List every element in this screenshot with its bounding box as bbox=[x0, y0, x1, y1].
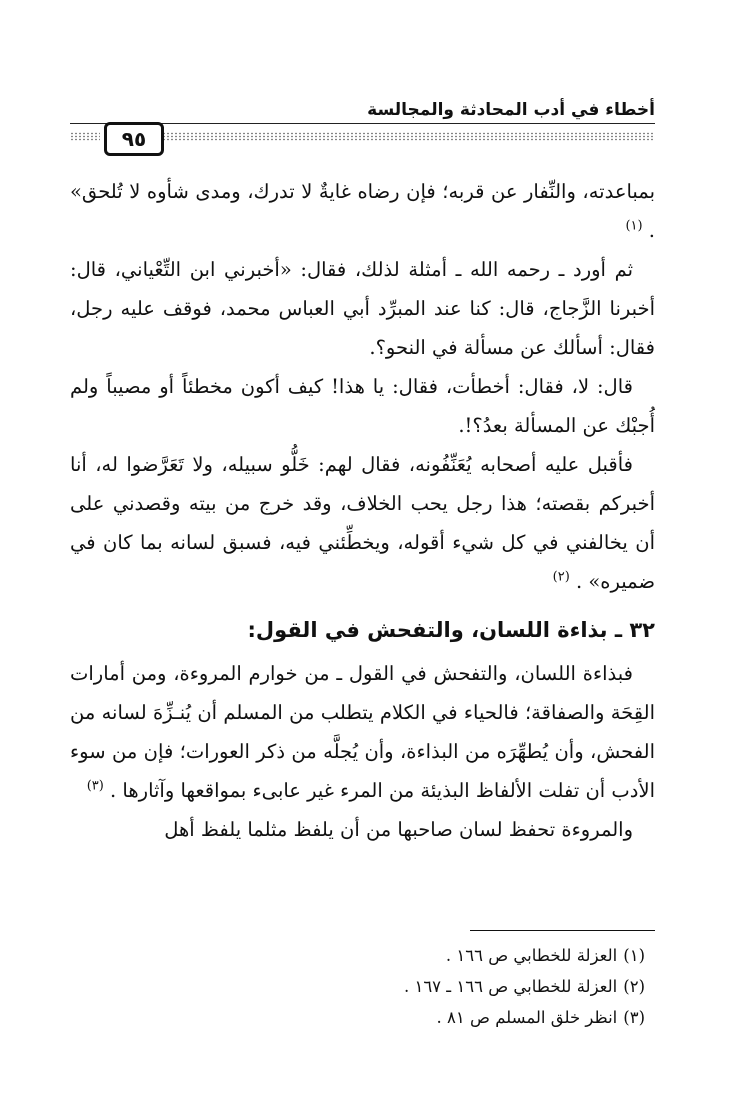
header-dotted-band bbox=[162, 132, 655, 141]
header-rule bbox=[70, 120, 655, 154]
footnote-ref-3: (٣) bbox=[86, 778, 104, 794]
footnote-text: انظر خلق المسلم ص ٨١ . bbox=[436, 1008, 618, 1027]
paragraph-3: قال: لا، فقال: أخطأت، فقال: يا هذا! كيف أكون مخطئاً أو مصيباً ولم أُجبْك عن المسألة بعدُ؟!. bbox=[70, 375, 655, 437]
paragraph-1-text: بمباعدته، والنِّفار عن قربه؛ فإن رضاه غايةٌ لا تدرك، ومدى شأوه لا تُلحق» . bbox=[70, 180, 655, 242]
page-number: ٩٥ bbox=[104, 122, 164, 156]
paragraph-4 bbox=[70, 445, 655, 601]
paragraph-1 bbox=[70, 172, 655, 250]
footnote-separator bbox=[470, 930, 655, 931]
footnote-text: العزلة للخطابي ص ١٦٦ . bbox=[445, 946, 618, 965]
footnote-number: (١) bbox=[623, 946, 645, 965]
paragraph-4-text: فأقبل عليه أصحابه يُعَنِّفُونه، فقال لهم: خَلُّو سبيله، ولا تَعَرَّضوا له، أنا أخبركم بقصته؛ هذا رجل يحب الخلاف، وقد خرج من بيته وقصدني على أن يخالفني في كل شيء أقوله، ويخطِّئني فيه، فسبق لسانه بما كان في ضميره» . bbox=[70, 453, 655, 593]
paragraph-2: ثم أورد ـ رحمه الله ـ أمثلة لذلك، فقال: «أخبرني ابن التِّعْياني، قال: أخبرنا الزَّجاج، قال: كنا عند المبرِّد أبي العباس محمد، فوقف عليه رجل، فقال: أسألك عن مسألة في النحو؟. bbox=[70, 258, 655, 359]
footnote-3 bbox=[70, 1002, 645, 1033]
running-title: أخطاء في أدب المحادثة والمجالسة bbox=[367, 100, 655, 120]
footnote-number: (٢) bbox=[623, 977, 645, 996]
footnote-number: (٣) bbox=[623, 1008, 645, 1027]
footnote-1 bbox=[70, 940, 645, 971]
footnote-ref-2: (٢) bbox=[552, 569, 570, 585]
footnotes bbox=[70, 940, 645, 1033]
body-text bbox=[70, 172, 655, 849]
section-heading: ٣٢ ـ بذاءة اللسان، والتفحش في القول: bbox=[247, 618, 655, 642]
footnote-text: العزلة للخطابي ص ١٦٦ ـ ١٦٧ . bbox=[403, 977, 618, 996]
paragraph-5-text: فبذاءة اللسان، والتفحش في القول ـ من خوارم المروءة، ومن أمارات القِحَة والصفاقة؛ فالحياء في الكلام يتطلب من المسلم أن يُنـزِّهَ لسانه من الفحش، وأن يُطهِّرَه من البذاءة، وأن يُجلَّه من ذكر العورات؛ فإن من سوء الأدب أن تفلت الألفاظ البذيئة من المرء غير عابىء بمواقعها وآثارها . bbox=[70, 662, 655, 802]
paragraph-6: والمروءة تحفظ لسان صاحبها من أن يلفظ مثلما يلفظ أهل bbox=[164, 818, 633, 841]
header-dotted-band-left bbox=[70, 132, 100, 141]
footnote-ref-1: (١) bbox=[625, 218, 643, 234]
footnote-2 bbox=[70, 971, 645, 1002]
paragraph-5 bbox=[70, 654, 655, 810]
